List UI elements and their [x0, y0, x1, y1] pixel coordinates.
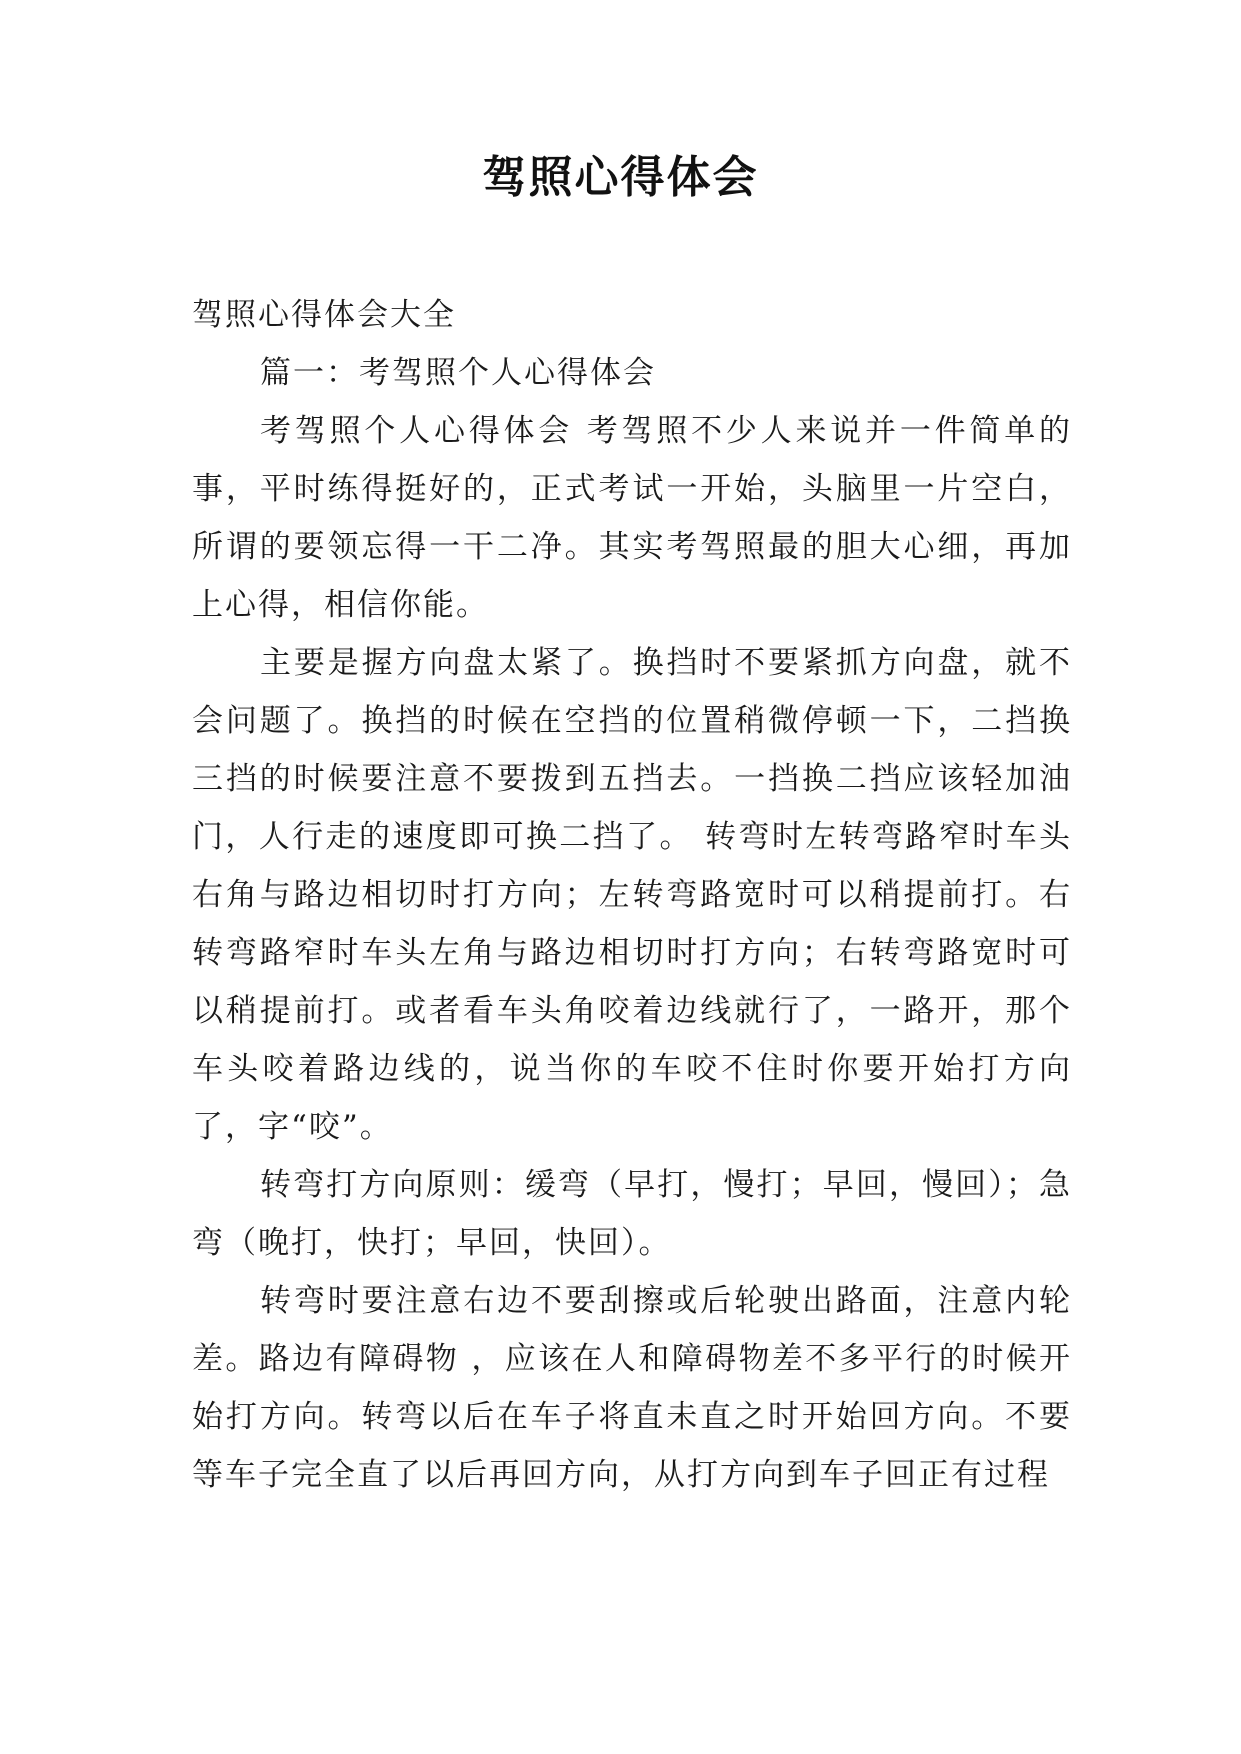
paragraph: 考驾照个人心得体会 考驾照不少人来说并一件简单的事，平时练得挺好的，正式考试一开始，头脑里一片空白，所谓的要领忘得一干二净。其实考驾照最的胆大心细，再加上心得，相信你能。	[192, 413, 1072, 623]
paragraph: 主要是握方向盘太紧了。换挡时不要紧抓方向盘，就不会问题了。换挡的时候在空挡的位置稍微停顿一下，二挡换三挡的时候要注意不要拨到五挡去。一挡换二挡应该轻加油门，人行走的速度即可换二挡了。 转弯时左转弯路窄时车头右角与路边相切时打方向；左转弯路宽时可以稍提前打。右转弯路窄时车头左角与路边相切时打方向；右转弯路宽时可以稍提前打。或者看车头角咬着边线就行了，一路开，那个车头咬着路边线的，说当你的车咬不住时你要开始打方向了，字“咬”。	[192, 645, 1072, 1145]
document-title: 驾照心得体会	[482, 152, 759, 203]
paragraph: 转弯打方向原则：缓弯（早打，慢打；早回，慢回）；急弯（晚打，快打；早回，快回）。	[192, 1167, 1072, 1261]
document-body	[192, 286, 1072, 1504]
document-subtitle: 驾照心得体会大全	[192, 297, 456, 333]
paragraph: 转弯时要注意右边不要刮擦或后轮驶出路面，注意内轮差。路边有障碍物 ，应该在人和障碍物差不多平行的时候开始打方向。转弯以后在车子将直未直之时开始回方向。不要等车子完全直了以后再回方向，从打方向到车子回正有过程	[192, 1283, 1072, 1493]
section-heading: 篇一：考驾照个人心得体会	[260, 355, 656, 391]
